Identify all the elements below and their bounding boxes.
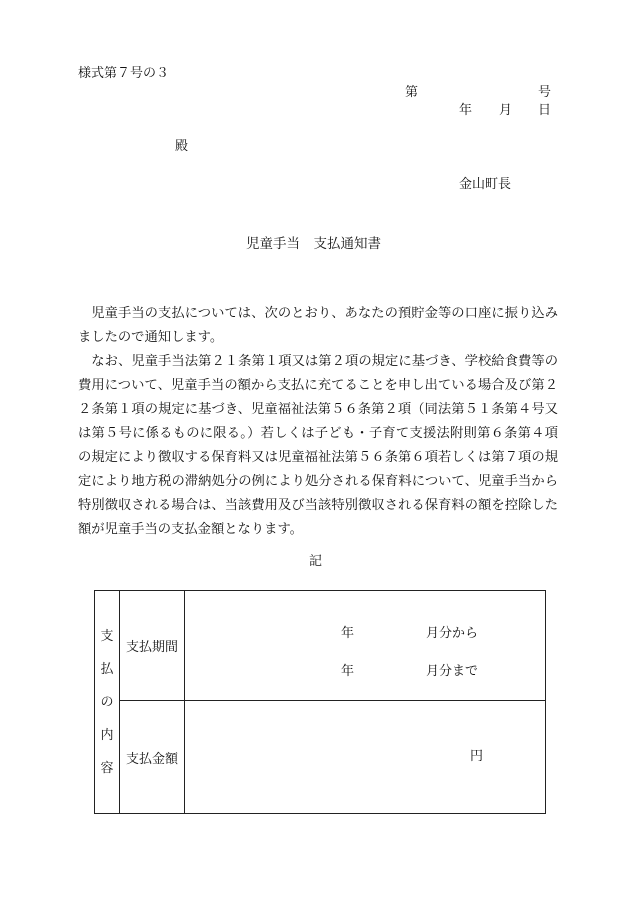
section-label-char: の xyxy=(100,694,114,710)
form-number: 様式第７号の３ xyxy=(78,66,170,81)
payment-details-table xyxy=(94,590,546,814)
section-label xyxy=(95,591,120,814)
section-label-char: 払 xyxy=(100,661,114,677)
section-label-char: 支 xyxy=(100,628,114,644)
section-label-char: 容 xyxy=(100,760,114,776)
notice-paragraph: 児童手当の支払については、次のとおり、あなたの預貯金等の口座に振り込みましたので通知します。 xyxy=(78,306,558,345)
period-from-year: 年 xyxy=(341,626,355,641)
ki-heading: 記 xyxy=(309,554,323,569)
deduction-paragraph: なお、児童手当法第２１条第１項又は第２項の規定に基づき、学校給食費等の費用について、児童手当の額から支払に充てることを申し出ている場合及び第２２条第１項の規定に基づき、児童福祉法第５６条第２項（同法第５１条第４号又は第５号に係るものに限る。）若しくは子ども・子育て支援法附則第６条第４項の規定により徴収する保育料又は児童福祉法第５６条第６項若しくは第７項の規定により地方税の滞納処分の例により処分される保育料について、児童手当から特別徴収される場合は、当該費用及び当該特別徴収される保育料の額を控除した額が児童手当の支払金額となります。 xyxy=(78,354,558,537)
date-year: 年 xyxy=(459,103,473,118)
period-from-month: 月分から xyxy=(426,626,479,641)
amount-label: 支払金額 xyxy=(120,701,185,814)
amount-value-cell xyxy=(185,701,546,814)
section-label-char: 内 xyxy=(100,727,114,743)
period-label: 支払期間 xyxy=(120,591,185,701)
body-text xyxy=(78,302,558,542)
date-month: 月 xyxy=(499,103,513,118)
issuer: 金山町長 xyxy=(459,177,512,192)
doc-number-suffix: 号 xyxy=(538,85,552,100)
document-title: 児童手当 支払通知書 xyxy=(246,236,381,252)
amount-unit: 円 xyxy=(470,749,484,764)
doc-number-prefix: 第 xyxy=(405,85,419,100)
period-to-year: 年 xyxy=(341,664,355,679)
addressee-suffix: 殿 xyxy=(175,139,189,154)
period-value-cell xyxy=(185,591,546,701)
period-to-month: 月分まで xyxy=(426,664,479,679)
date-day: 日 xyxy=(538,103,552,118)
